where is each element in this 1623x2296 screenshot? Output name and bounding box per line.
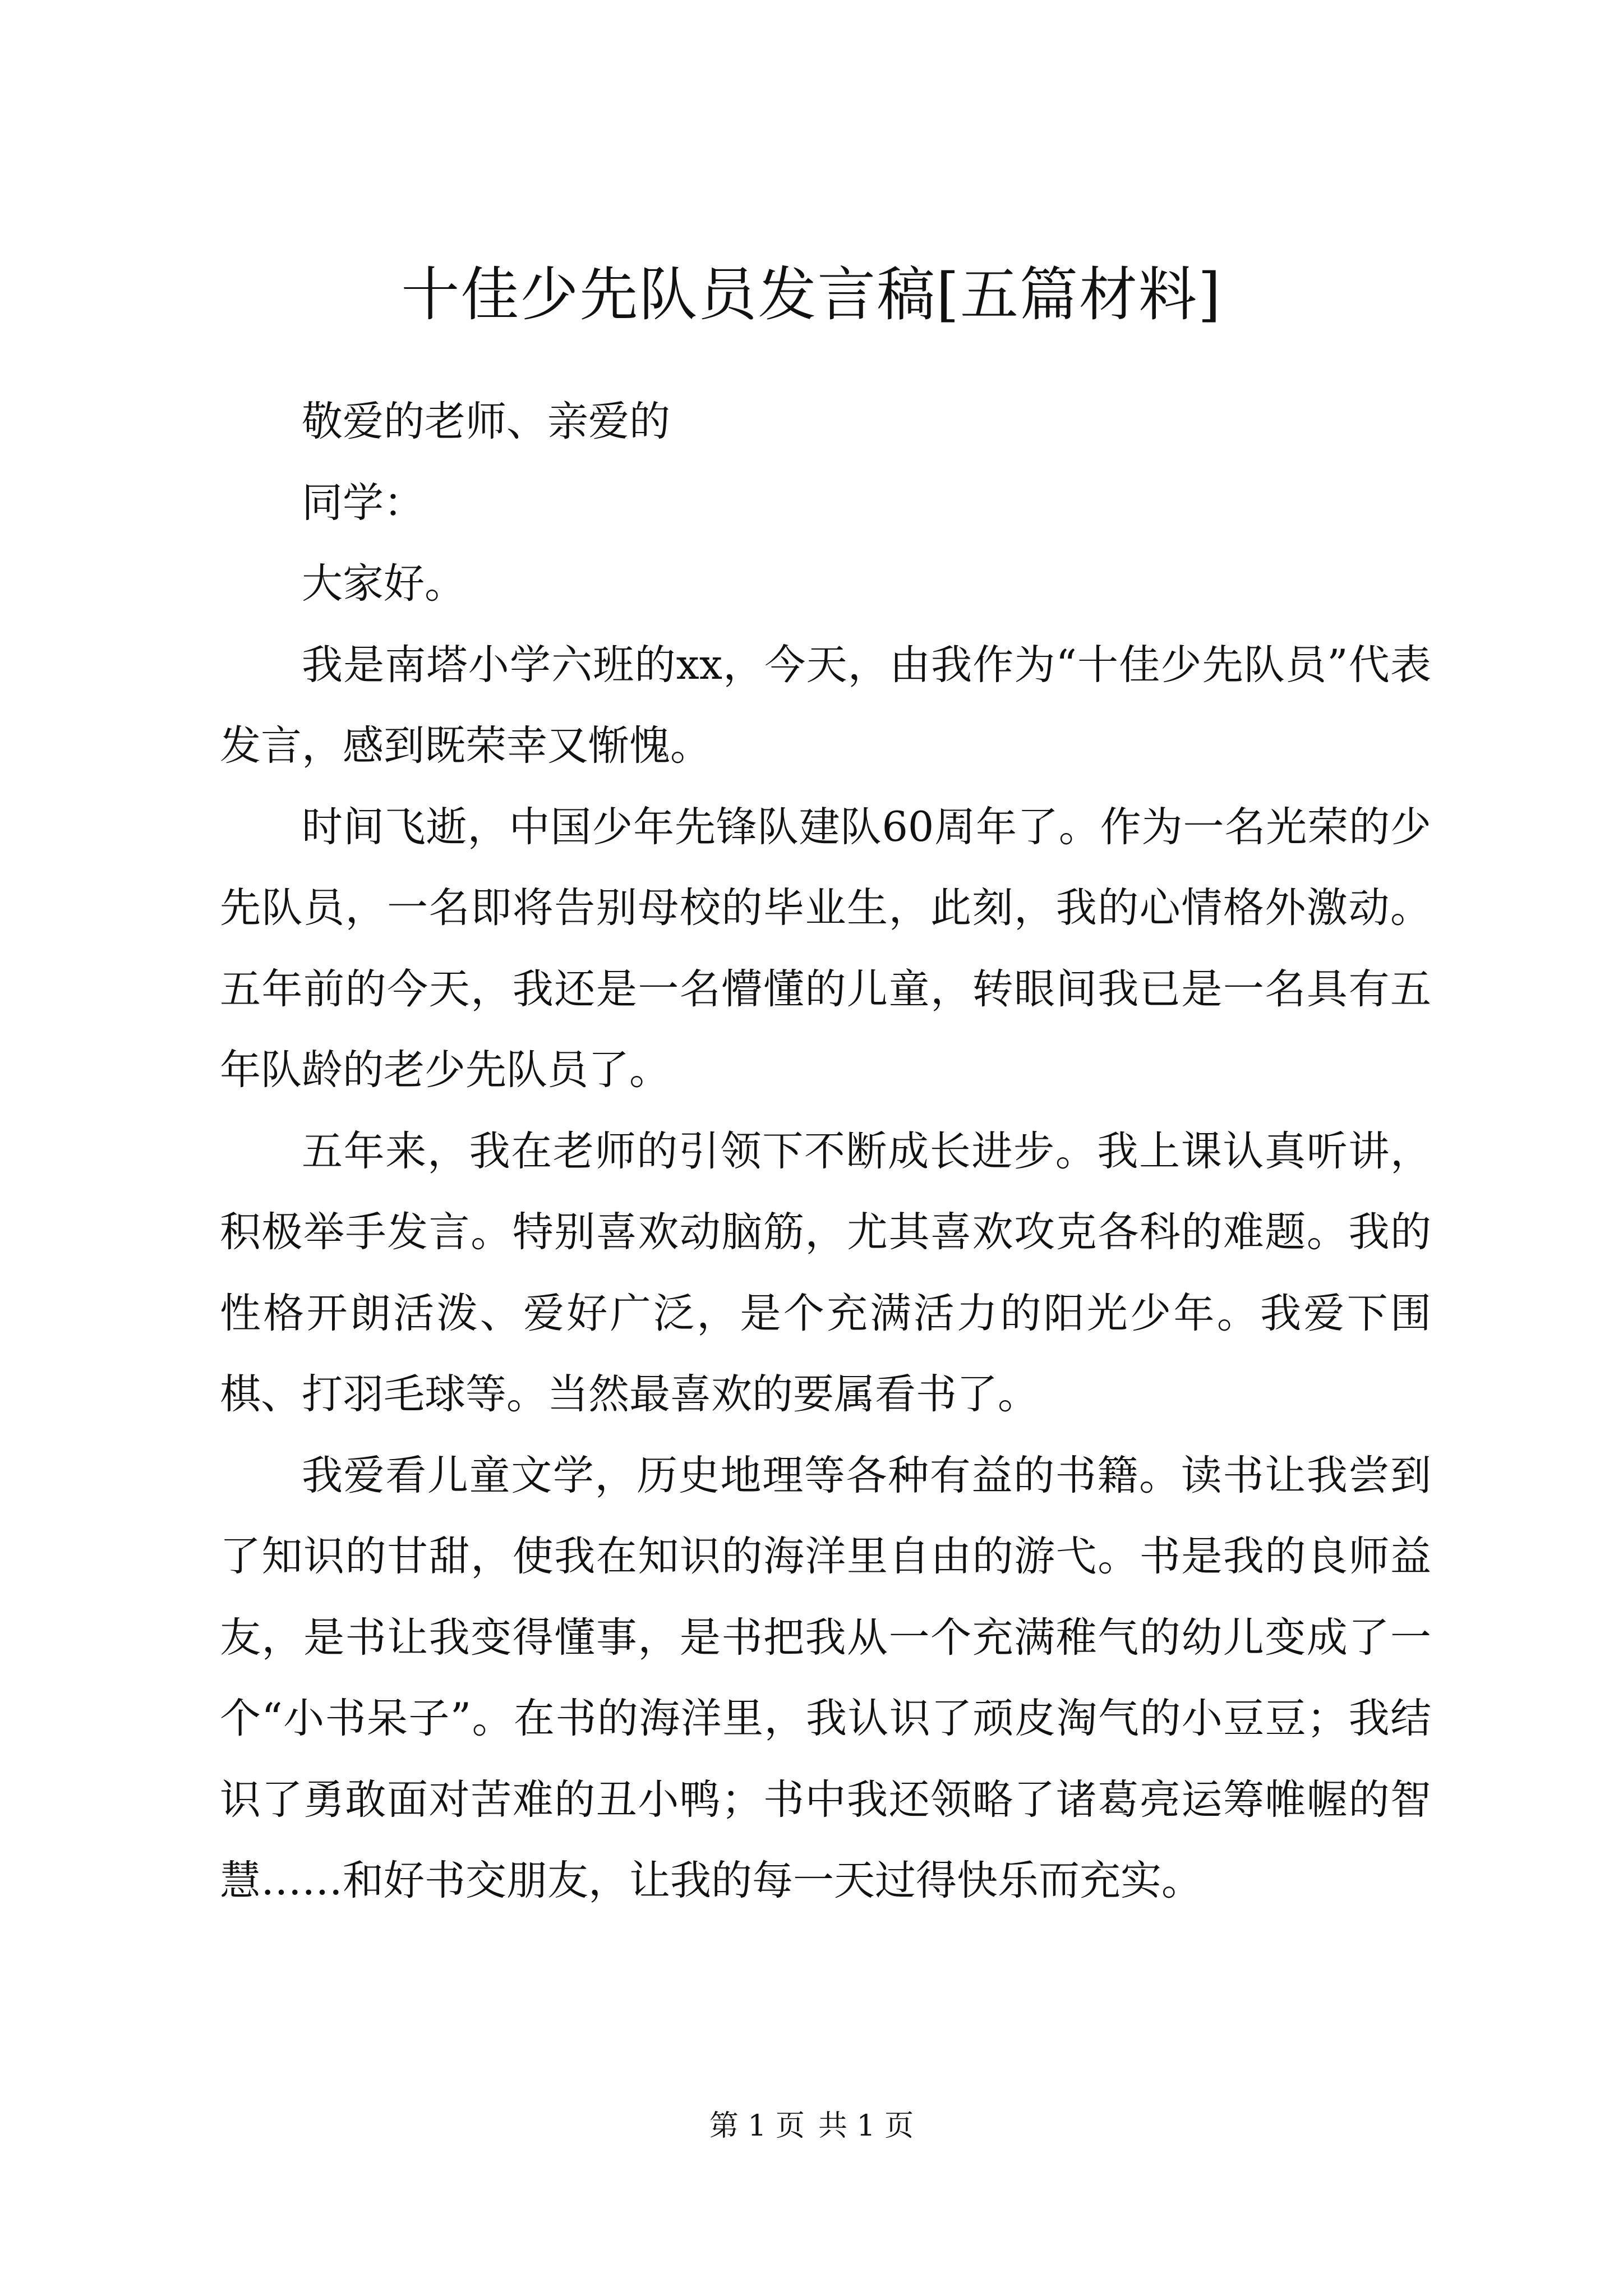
document-body	[220, 381, 1431, 1922]
document-title: 十佳少先队员发言稿[五篇材料]	[401, 260, 1222, 329]
paragraph-anniversary: 时间飞逝，中国少年先锋队建队60周年了。作为一名光荣的少先队员，一名即将告别母校的毕业生，此刻，我的心情格外激动。五年前的今天，我还是一名懵懂的儿童，转眼间我已是一名具有五年队龄的老少先队员了。	[220, 803, 1431, 1094]
paragraph-reading: 我爱看儿童文学，历史地理等各种有益的书籍。读书让我尝到了知识的甘甜，使我在知识的海洋里自由的游弋。书是我的良师益友，是书让我变得懂事，是书把我从一个充满稚气的幼儿变成了一个“小书呆子”。在书的海洋里，我认识了顽皮淘气的小豆豆；我结识了勇敢面对苦难的丑小鸭；书中我还领略了诸葛亮运筹帷幄的智慧……和好书交朋友，让我的每一天过得快乐而充实。	[220, 1451, 1431, 1904]
paragraph-growth: 五年来，我在老师的引领下不断成长进步。我上课认真听讲，积极举手发言。特别喜欢动脑筋，尤其喜欢攻克各科的难题。我的性格开朗活泼、爱好广泛，是个充满活力的阳光少年。我爱下围棋、打羽毛球等。当然最喜欢的要属看书了。	[220, 1127, 1431, 1418]
paragraph-greeting: 大家好。	[302, 560, 465, 608]
paragraph-salutation-2: 同学：	[302, 478, 425, 527]
paragraph-introduction: 我是南塔小学六班的xx，今天，由我作为“十佳少先队员”代表发言，感到既荣幸又惭愧。	[220, 641, 1431, 770]
paragraph-salutation-1: 敬爱的老师、亲爱的	[302, 398, 670, 445]
page-total: 共 1 页	[818, 2109, 914, 2143]
page-number: 第 1 页	[709, 2109, 805, 2143]
page-footer	[0, 2106, 1623, 2146]
